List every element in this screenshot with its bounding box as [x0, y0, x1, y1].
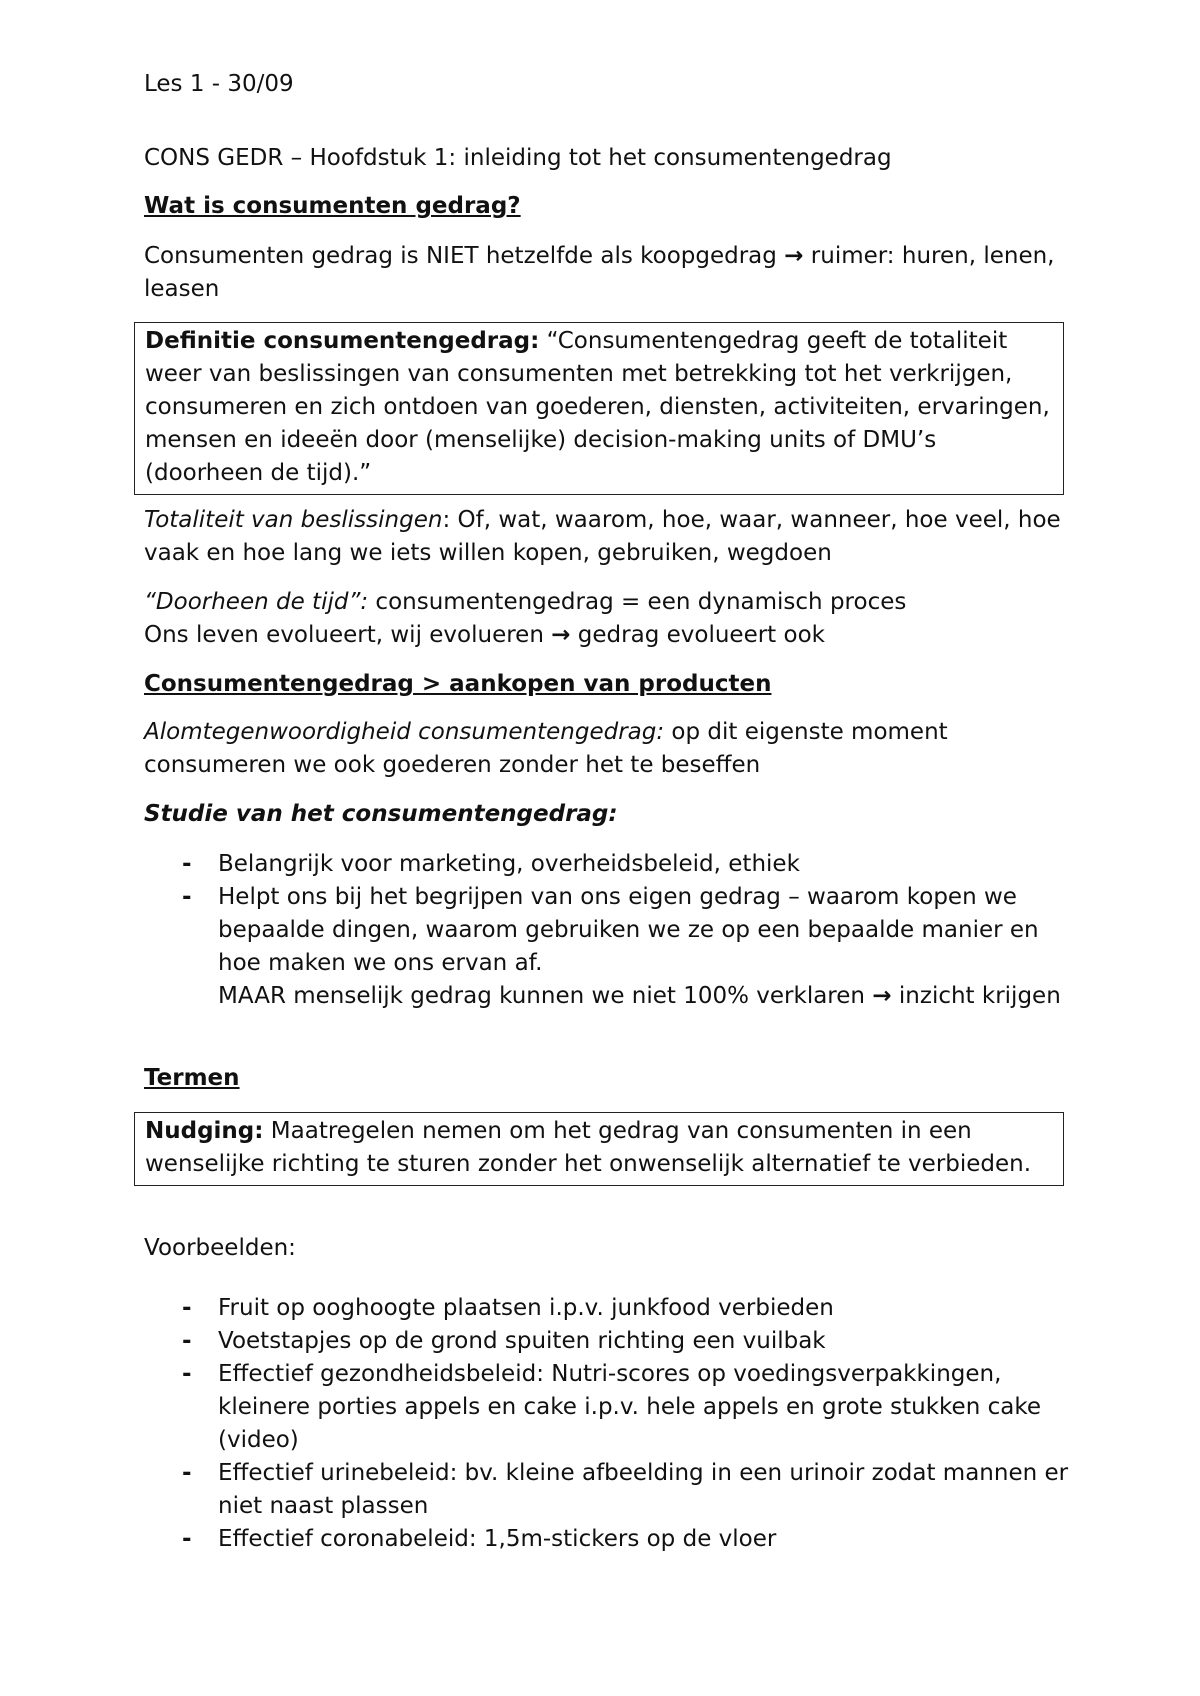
- list-item-text: Helpt ons bij het begrijpen van ons eigen gedrag – waarom kopen we bepaalde dingen, waarom gebruiken we ze op een bepaalde manier en hoe maken we ons ervan af.: [218, 884, 1039, 976]
- arrow-icon: →: [784, 243, 804, 269]
- doorheen-text-2b: gedrag evolueert ook: [570, 622, 825, 648]
- list-item: - Effectief gezondheidsbeleid: Nutri-scores op voedingsverpakkingen, kleinere porties appels en cake i.p.v. hele appels en grote stukken cake (video): [144, 1358, 1074, 1457]
- page-header: Les 1 - 30/09: [144, 71, 294, 97]
- intro-text-1: Consumenten gedrag is NIET hetzelfde als koopgedrag: [144, 243, 785, 269]
- doorheen-term: “Doorheen de tijd”:: [144, 589, 369, 615]
- continuation-text-2: inzicht krijgen: [891, 983, 1061, 1009]
- list-item: - Effectief urinebeleid: bv. kleine afbeelding in een urinoir zodat mannen er niet naast plassen: [144, 1457, 1074, 1523]
- section-heading-aankopen: Consumentengedrag > aankopen van producten: [144, 671, 772, 697]
- nudging-box: [134, 1112, 1064, 1186]
- studie-list: [144, 848, 1074, 1013]
- nudging-text: Maatregelen nemen om het gedrag van consumenten in een wenselijke richting te sturen zonder het onwenselijk alternatief te verbieden.: [145, 1118, 1032, 1177]
- arrow-icon: →: [872, 983, 892, 1009]
- section-heading-studie: Studie van het consumentengedrag:: [144, 801, 618, 827]
- arrow-icon: →: [551, 622, 571, 648]
- chapter-title: CONS GEDR – Hoofdstuk 1: inleiding tot het consumentengedrag: [144, 145, 892, 171]
- alomtegenwoordigheid-term: Alomtegenwoordigheid consumentengedrag:: [144, 719, 665, 745]
- examples-list: [144, 1292, 1074, 1556]
- list-item: - Belangrijk voor marketing, overheidsbeleid, ethiek: [144, 848, 1074, 881]
- doorheen-text-2a: Ons leven evolueert, wij evolueren: [144, 622, 552, 648]
- definition-text: “Consumentengedrag geeft de totaliteit weer van beslissingen van consumenten met betrekking tot het verkrijgen, consumeren en zich ontdoen van goederen, diensten, activiteiten, ervaringen, mensen en ideeën door (menselijke) decision-making units of DMU’s (doorheen de tijd).”: [145, 328, 1050, 486]
- doorheen-paragraph: [144, 586, 1074, 652]
- nudging-label: Nudging:: [145, 1118, 264, 1144]
- list-item: [144, 881, 1074, 1013]
- intro-text-2: ruimer: huren, lenen, leasen: [144, 243, 1055, 302]
- list-item: - Fruit op ooghoogte plaatsen i.p.v. junkfood verbieden: [144, 1292, 1074, 1325]
- list-item: - Voetstapjes op de grond spuiten richting een vuilbak: [144, 1325, 1074, 1358]
- definition-box: [134, 322, 1064, 495]
- alomtegenwoordigheid-paragraph: [144, 716, 1074, 782]
- alomtegenwoordigheid-text: op dit eigenste moment consumeren we ook goederen zonder het te beseffen: [144, 719, 948, 778]
- section-heading-termen: Termen: [144, 1065, 240, 1091]
- totaliteit-paragraph: [144, 504, 1074, 570]
- totaliteit-term: Totaliteit van beslissingen: [144, 507, 443, 533]
- intro-paragraph: [144, 240, 1074, 306]
- section-heading-wat-is: Wat is consumenten gedrag?: [144, 193, 521, 219]
- list-item: - Effectief coronabeleid: 1,5m-stickers op de vloer: [144, 1523, 1074, 1556]
- definition-label: Definitie consumentengedrag:: [145, 328, 540, 354]
- continuation-text-1: MAAR menselijk gedrag kunnen we niet 100% verklaren: [218, 983, 873, 1009]
- totaliteit-text: : Of, wat, waarom, hoe, waar, wanneer, hoe veel, hoe vaak en hoe lang we iets willen kopen, gebruiken, wegdoen: [144, 507, 1061, 566]
- examples-label: Voorbeelden:: [144, 1235, 296, 1261]
- doorheen-text-1: consumentengedrag = een dynamisch proces: [368, 589, 907, 615]
